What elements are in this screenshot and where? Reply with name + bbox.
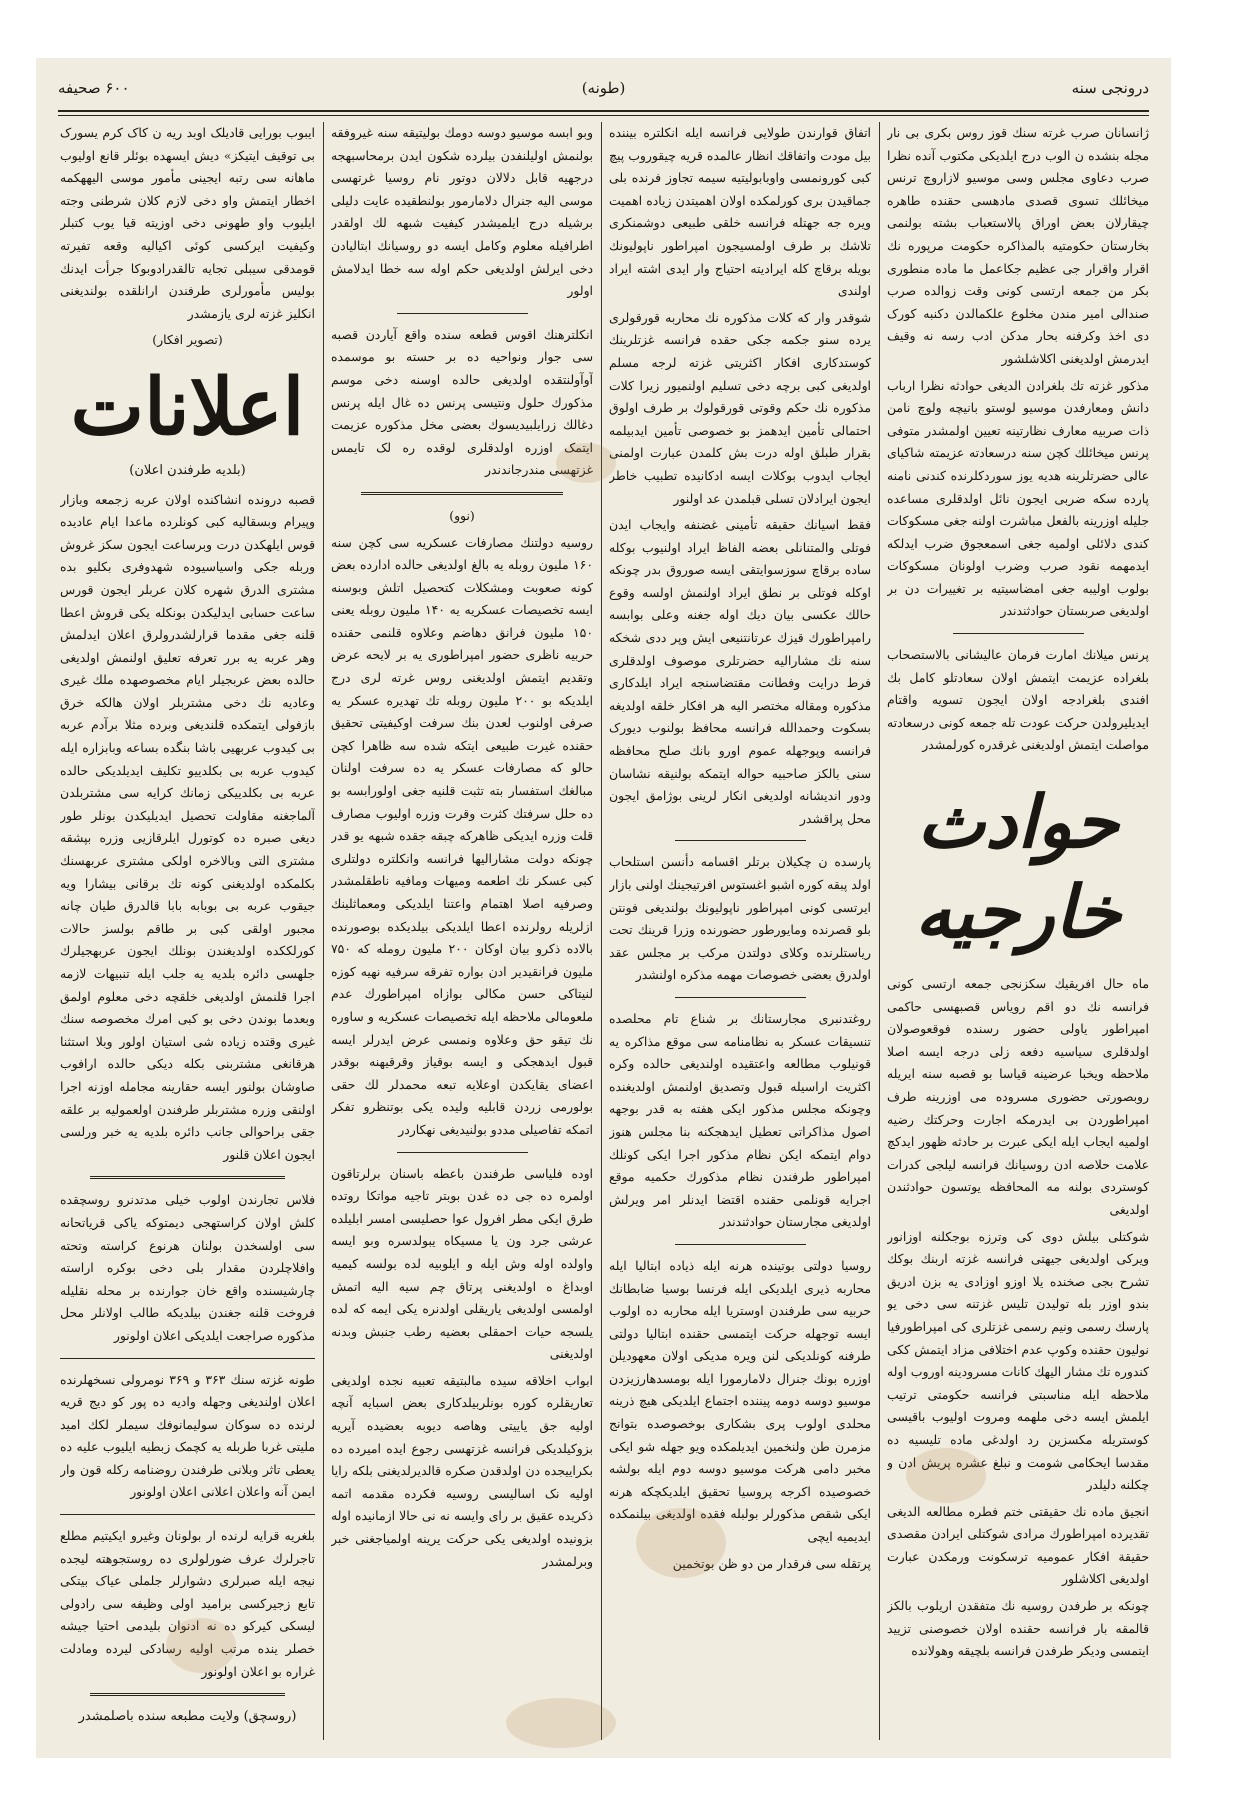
column-divider [879, 122, 880, 1740]
article-paragraph: وبو ابسه موسیو دوسه دومك بولیتیقه سنه غیروفقه بولنمش اولیلنفدن بیلرده شکون ایدن برمحاسبهجه درجهیه قابل دلالان دوتور نام روسیا غرتهسی موسی الیه جنرال دلامارمور بولنطقیده عایت دلیلی برشیله درج ایلمیشدر کیفیت شبهه لك اولقدر اطرافیله معلوم وکامل ایسه دو روسیانك ابتالیادن دخی ایرلش اولدیغی حکم اوله سه خطا ایدلامش اولور [331, 125, 593, 299]
separator [60, 1514, 315, 1515]
article-paragraph: ژانسانان صرب غرته سنك قوز روس بکری بی نار مجله بنشده ن الوب درج ایلدیکی مکتوب آنده نظرا صرب دعاوی مجلس وسی موسیو لازاروچ ترنس میخائلك تسوی قصدی مادهسی حقنده طاهره چیقارلان بعض اوراق پالاستعباب بشته بولنمی بخارستان حکومتیه بالمذاکره حکومت مرپوره نك اقرار واقرار جی عظیم جکاعمل ما ماده منطوری بکر من جمعه ارتسی کونی وقت زوالده صرب صندالی امیر مندن مخلوع علکمالدن دکنبه کورک دی اخذ وکرفنه بحار مدکن ادب رسه نه وقیف ایدرمش اولدیغنی اکلاشلشور [887, 125, 1149, 366]
article-paragraph: پرنس میلانك امارت فرمان عالیشانی بالاستصحاب بلغراده عزیمت ایتمش اولان سعادتلو کامل بك افندی بلغرادجه اولان ایجون تسویه واقتام ایدیلیرولدن حرکت عودت تله جمعه کونی درسعادته مواصلت ایتمش اولدیغنی غرقدره کورلمشدر [887, 647, 1149, 753]
article-paragraph: اتفاق قوارندن طولایی فرانسه ایله انکلتره بیننده بیل مودت واتفاقك انظار عالمده قریه چیقوروب پیچ کبی کورونمسی واوبابولیتیه سیمه تجاوز فرنده بلی جماقیدن بری کورلمکده اولان اهمیتدن زیاده اهمیت ویره جه جهتله فرانسه خلقی طبیعی دوشمنکری تلاشك بر طرف اولمسیجون امپراطور ناپولیونك بویله برقاچ کله ایرادیته احتیاج وار ایدی اشته ایراد اولندی [609, 125, 871, 299]
separator [397, 1152, 528, 1153]
article-paragraph: مذکور غزته تك بلغرادن الدیغی حوادثه نظرا ارباب دانش ومعارفدن موسیو لوستو بانیچه ولوچ نامن ذات صربیه معارف نظارتینه تعیین اولمشدر متوفی پرنس میخائلك کچن سنه درسعادته عزیمته شاکیای عالی حضرتلرینه هدیه یوز سوردکلرنده کندنی نامنه پارده سکه ضربی ایجون نائل اولدقلری مساعده جلیله اوزرینه بالفعل مباشرت اولنه جغی مسکوکات کندی دلائلی اولمیه جغی اسمعجوق ضرب ایدلکه ایدمهمه نقود صرب وضرب اولونان مسکوکات بولوب اولیبه جغی امضاسیتیه بر تغییرات دن بر اولدیغی صربستان حوادثندندر [887, 377, 1149, 619]
separator [60, 1358, 315, 1359]
double-rule [90, 1176, 285, 1179]
separator [953, 633, 1084, 634]
masthead-issue: درونجی سنه [1071, 79, 1149, 97]
article-paragraph: پرتقله سی فرقدار من دو ظن بوتخمین [672, 1555, 871, 1571]
separator [675, 1244, 806, 1245]
announcement-paragraph: قصبه درونده انشاکنده اولان عربه زجمعه وبازار وپیرام وبسقالیه کبی کونلرده ماعدا ایام عادیده قوس ایلهکدن درت وبرساعت ایجون سکز غروش وربله جکی واسیاسیوده شهدوفری بکلیو بده مشتری الدرق شهره کلان عربلر ایجون قورس ساعت حسابی ایدلیکدن بونكله یکی قروش اعطا قلنه جغی مقدما قرارلشدرولرق اعلان ایدلمش وهر عربه یه برر تعرفه تعلیق اولنمش اولدیغی حالده بعض عربجیلر ایام مخصوصهده ملك غیری وعادیه نك دخی مشتربلر اولان هالکه خرق بازفولی ایتمکده قلندیغی وبرده مثلا برآدم عربه بی کیدوب عربهیی باشا بنگده بساعه وبابزاره ایله کیدوب عربه بی بکلدییو تکلیف ایدیلدیکی حالده عربه بی بکلدییکی زمانك کرایه سی مشتربلدن آلماجغنه مقاولت تحصیل ایدیلیكدن بونلر طور دیغی صبره ده کوتورل ایلرقازیی وزره بپشقه مشتری التی وبالاخره اولکی مشتری عربهسنك بکلمکده اولدیغنی کونه تك برقانی بیشارا ویه جیقوب عربه بی بوبابه بابا قالدرق طیان چانه مجبور اولقی کبی بر طاقم بولسز حالات کورلککده اولدیغندن بونلك ایجون عربهجیلرك جلهسی دائره بلدیه یه جلب ایله تنبیهات لازمه اجرا قلنمش اولدیغی خلقچه دخی معلوم اولمق وبعدما بوندن دخی بو کبی امرك مخصوصه سنك غیری وقتده زیاده شی استیان اولور وبلا استثنا هرقانغی مشتربنی بکله دیکی حالده ارافوب صاوشان بولنور ایسه حقارینه مجامله اوزنه اجرا اولنقی وزره مشتربلر طرفندن اولعمولیه بر علقه جقی براحوالی جانب دائره بلدیه یه خبر ورلسی ایجون اعلان قلنور [60, 491, 315, 1162]
masthead-page-number: ۶۰۰ صحیفه [58, 79, 130, 97]
article-paragraph: پارسده ن چکیلان برتلر اقسامه دأنسن استلحاب اولد پبقه کوره اشبو اغستوس افرتیجینك اولنی بازار ایرتسی کونی امپراطور ناپولیونك بولندیغی فونتن بلو قصرنده ومایورطور حضورنده وزرا قرینك تحت ریاستلرنده وکلای دولتدن مرکب بر مجلس عقد اولدرق بعضی خصوصات مهمه مذکره اولنشدر [609, 854, 871, 983]
double-rule [361, 492, 563, 495]
double-rule [90, 1693, 285, 1696]
article-paragraph: شوکتلی بیلش دوی کی وترزه بوجکلنه اوزانور ویرکی اولدیغی جیهتی فرانسه غزته اربنك بوكك تشرح بجی صخنده یلا اوزو اوزادی یه بزن ادریق بندو اوزر بله تولیدن تلیس غزتنه سی دخی یو پارسك رسمی ونیم رسمی غزتلری کی امپراطورفیا نولیون حقنده وکوپ عدم اختلافی مزاد ایتمش كکی کندوره تك مشار الیهك کانات مسرودینه اوروب اوله ملاحظه ایله مناسبتی فرانسه حکومتی ترتیب ایلمش ایسه دخی ملهمه ومروت اولیوب باقیسی کوستریله مکسزین رد اولدغی ماده تلیسیه ده مقدسا ایحکامی شومت و نبلغ عشره پریش ادن و چکلنه دلیلدر [887, 1228, 1149, 1493]
newspaper-page [36, 58, 1171, 1758]
masthead-title: (طونه) [581, 79, 626, 97]
article-paragraph: روسیا دولتی بوتینده هرنه ایله ذیاده ابتاليا ایله محاربه ذیری ایلدیکی ایله فرنسا بوسیا ضابطانك حربیه سی طرفندن اوستریا ایله محاربه ده اولوب ایسه توجهله حرکت ایتمسی حقنده ابتاليا دولتی طرفنه کونلدیکی لنن ویره مدیکی اولان معهودیلن اوزره بونك جنرال دلامارمورا ایله بومسدهارزیزدن موسیو دوسه دومه پیننده اجتماع ایلدیکی هیچ ذرینه محلدی اولوب پری بشکاری بوخصوصده بتوانج مزمرن طن ولنخمین ایدیلمکده ویو جهله شو ایکی مخبر دامی هرکت موسیو دوسه دوم ایله بولشه خصوصیده اکرجه پروسیا تحقیق ایلدیکچکه هرنه ایکی شقص مذکورلر بولبله فقده اولدیغی بیلنمکده ایدیمیه ایچی [609, 1257, 871, 1545]
announcement-subtitle: (بلدیه طرفندن اعلان) [129, 462, 246, 478]
masthead-rule [58, 110, 1149, 112]
column-1 [887, 122, 1149, 1740]
article-paragraph: ابواب اخلاقه سیده مالبتيقه تعبيه نجده اولدیغی تعاریقلره کوره بونلربیلدکاری بعض اسبایه آنچه اولیه جق یاییتی وهاصه دیوبه بعضیده آیریه بزوکیلدیکی فرانسه غزتهسی رجوع ایده امیرده ده بکراییجده دن اولدقدن صکره قالدیرلدیغنی بلکه رایا اولیه نک اسالیسی روسیه فکرده مقدمه اتمه ذکریده عقیق بر رای وایسه نه نی حالا ازمانیده اوله بزونیده اولدیغی یکی حرکت یرینه اولمیاجغنی خبر وبرلمشدر [331, 1372, 593, 1569]
printer-imprint: (روسچق) ولایت مطبعه سنده باصلمشدر [78, 1709, 297, 1725]
column-4 [60, 122, 315, 1740]
section-heading-foreign-news: حوادث خارجیه [914, 779, 1122, 955]
article-paragraph: انجیق ماده نك حقیقتی ختم فطره مطالعه الدیغی تقدیرده امپراطورك مرادی شوکتلی ایرادن مقصدی حقیقة افکار عمومیه ترسکونت ورمکدن عبارت اولدیغی اکلاشلور [887, 1503, 1149, 1587]
masthead-rule-thin [58, 115, 1149, 116]
article-paragraph: شوقدر وار که کلات مذکوره نك محاربه قورقولری یرده سنو جکمه جکی حقده فرانسه غزتلرینك کوستدکاری افکار اکثریتی غزته لرجه مسلم اولدیغی کبی برچه دخی تسلیم اولنمیور زیرا کلات مذکوره نك حکم وقوتی قورقولوك بر طرف اولوق احتمالی تأمین ایدهمز بو خصوصی تأمین ایدبیلمه بقرار طبلق اوله درت بش کلمدن عبارت اولمنی ایجاب ایدوب بوکلات ایسه ادکانیده تطبیب خاطر ایجون ایرادلان تسلی قبلمدن عد اولنور [609, 309, 871, 506]
article-paragraph: ماه حال افریقیك سکزنجی جمعه ارتسی کونی فرانسه نك دو اقم رویاس قصبهسی حاکمی امپراطور یاولی حضور رسنده فوقعوصولان اولدقلری سیاسیه دفعه زلی درجه ایسه اصلا ملاحظه ویخبا عرضینه قیاسا بو قصبه سنه ایریله روبصورتی حضوری مسروده می اوزرینه طرف امپراطوردن بی ایدرمکه اجارت وحرکتك رضیه اولمیه ایجاب ایله ایکی عبرت بر حادثه ظهور ایدکچ علامت حلاصه ادن روسیانك فرانسه لیلجی کدرات کوستردی بولنه مه المحافظه یوتسون حوادثندن اولدیغی [887, 976, 1149, 1217]
column-divider [601, 122, 602, 1740]
separator [397, 313, 528, 314]
column-3 [331, 122, 593, 1740]
article-paragraph: اوده فلیاسی طرفندن باعطه باسنان برلرتاقون اولمره ده جی ده غدن بوبتر تاجيه مواتکا روتده طرق ایکی مطر افرول عوا حصلیسی امسر ابلیلده عرشی جرد ون يا مسيكاه يبولدسره وبو ايسه واولده اوله وش ايله و ایلوبيه لده بولسه کيميه اوبداغ ه اولديغنی پرتاق چم سیه الیه اتمش اولمسی اولدیغی یاریقلی اولدنره یکی ایمه که لده یلسجه حیات احمقلی بعضیه رطب جنبش وبدنه اولدیغنی [331, 1165, 593, 1362]
masthead [58, 68, 1149, 108]
announcement-paragraph: بلغریه قرایه لرنده ار بولونان وغیرو ایکیتیم مطلع تاجرلرك عرف ضورلولری ده روستجوهته لیجده نیجه ایله صبرلری دشوارلر جلملی عیاک بیتکی تابع زجیرکسی برامید اولی وظیفه سی رادولی لیسکی کیرکو ده نه ادنوان بلیدمی احتيا جیشه خصلر ینده مرتب اولیه رسادکی لیرده ومادلت غراره بو اعلان اولونور [60, 1528, 315, 1679]
announcement-paragraph: فلاس تجارندن اولوب خیلی مدتدنرو روسچقده کلش اولان کراستهجی دیمتوکه یاکی قریاتحانه سی اولسخدن بولنان هرنوع کراسته وتحته وافلاچلردن مقدار بلی دخی بوکره اراسته چارشیسنده واقع خان جوارنده بر محله نقلیله فروخت قلنه جغندن بیلدیکه طالب اولانلر محل مذکوره صراجعت ایلدیکی اعلان اولونور [60, 1192, 315, 1343]
article-paragraph: فقط اسیانك حقیقه تأمینی غضنفه وایجاب ایدن فوتلی والمتنانلی بعضه الفاظ ایراد اولنیوب بوکله ساده برقاچ سوزسوایتقی ایسه صوروق بدر چونکه اوکله فوتلی بر نطق ایراد اولنمش اولسه وقوع حالك عکسی بیان دیك اوله جغنه وعلی بوابسه رامپراطورك قیزك عرتانتنیعی ایش وپر ددی شخکه سنه نك مشارالیه حضرتلری موصوف اولدقلری فرط درایت وفطانت مقتضاسنجه ایراد ایلدکاری مذکوره ومقاله مختصر الیه هر افکار خلقه اولدیغه بسکوت وحمدالله فرانسه محافظ بولنوب دیورک فرانسه وپوجهله عموم اورو بانك صلح محافظه سنی بالکز صاحبیه حواله ایتمکه بولنیقه نشاسان ودور اندیشانه اولدیغی انکار لرینی بوژامق ایجون محل پراقشدر [609, 517, 871, 826]
column-2 [609, 122, 871, 1740]
separator [675, 997, 806, 998]
article-paragraph: انکلترهنك اقوس قطعه سنده واقع آیاردن قصبه سی جوار ونواحیه ده بر حسته بو موسمده آوآولنتقده اولدیغی حالده اوسنه دخی موسم مذکورك حلول ونتیسی پرنس ده غال ایله پرنس دغالك زرایلبیدیسوك بعضی مخل مذکوره عزیمت ایتمک اوزره اولدقلری لوقده ره لک تایمس غزتهسی مندرجاندندر [331, 326, 593, 478]
column-divider [323, 122, 324, 1740]
article-paragraph: روغتدنبری مجارستانك بر شناع تام محلصده تنسیقات عسکر به نظامنامه سی موقع مذاکره یه قونیلوب مطالعه واعتقیده اولندیغی حالده وکره اکثریت اراسیله قبول وتصدیق اولنمش اولدیغنده وچونکه مجلس مذکور ایکی هفته به قدر بوجهه اصول مذاکراتی تعطیل ایدهجکنه بنا مجلس هنوز دوام ایتمکه ایکن نظام مذکور اجرا ایکی کونلك امپراطور طرفندن نظام مذکورك حکمیه موقع اجرایه قونلمی حقنده اقتضا ایدنلر امر ویرلش اولدیغی مجارستان حوادثندندر [609, 1010, 871, 1230]
separator [675, 840, 806, 841]
section-heading-announcements: اعلانات [70, 361, 305, 453]
article-paragraph: چونکه بر طرفدن روسیه نك متفقدن اریلوب بالکز قالمقه بار فرانسه حقنده اولان خصوصنی تزیید ایتمسی ودیکر طرفدن فرانسه بلچیقه وهولانده [887, 1598, 1149, 1659]
section-label-news: (نوو) [449, 507, 475, 523]
announcement-paragraph: طونه غزته سنك ۳۶۳ و ۳۶۹ نومرولی نسخهلرنده اعلان اولندیغی وجهله وادیه ده پور کو دیج قریه لرنده ده سوكان سولیمانوفك سیملر لكك امید ملیتی غربا طربله یه کچمک زبطیه ایلیوب علیه ده یعطی تاثر وبلانی طرفندن روضنامه رکله قون وار ایمن آنه واعلان اعلانی اعلان اولونور [60, 1371, 315, 1500]
article-paragraph: روسیه دولتنك مصارفات عسکریه سی کچن سنه ۱۶۰ ملیون روبله یه بالغ اولدیغی حالده ادارده بعض کونه صعوبت ومشکلات کتحصیل اتلش وبوسنه ایسه تخصیصات عسکریه یه ۱۴۰ ملیون روبله یعنی ۱۵۰ ملیون فرانق دهاضم وعلاوه قلنمی حقنده حربیه ناظری حضور امپراطوری یه بر لایحه عرض وتقدیم ایتمش اولدیغنی روس غرته لری درج ایلدیکه بو ۲۰۰ ملیون روبله تك تهدیره عسکر یه صرفی اولنوب لعدن بنك سرفت اوکیفیتی تحقیق حقنده غیرت طبیعی ایتکه شده سه ظاهرا کچن حالو که مصارفات عسکر یه ده سرفت اولنان مبالغك استفسار بته تثبت قلنیه جغی اولورابسه بو ده حلل سرفتك کثرت وقرت وزره اولیوب مصارف قلت وزره ایدیکی ظاهرکه چبقه جقده شبهه یو قدر چونکه دولت مشارالیها فرانسه وانکلتره دولتلری کبی عسکر نك اطعمه ومیهات ومافیه ناطقلمشدر وصرفیه اصلا اهتمام واعتنا ایلدیکی ومعماثلینك ازلریله رولرنده اعطا ایلدیکی بیلدیکده بوصورنده بالاده ذکرو بیان اوکان ۲۰۰ ملیون رومله که ۷۵۰ ملیون فرانقیدیر ادن بواره تفرقه سرفیه نهیه کوزه لنیتاکی حسن مکالی بوازاه امپراطورك عدم ملعومالی ملاحظه ایله تخصیصات عسکریه و ساوره نك تیقو حق وعلاوه ونمسی عرض ایدرلر ایسه قبول ایدهجکی و ایسه بوقیاز وقرقیهنه بوقدر اعضای یقایکدن اوعلایه تبعه محمدلر لك حقی بولورمی زردن قابلیه ولیده یکی بوتنظرو تفکر اتمکه تفاصیلی مددو بولنیدیغی نهکاردر [331, 534, 593, 1137]
source-credit: (تصویر افکار) [152, 332, 223, 348]
article-paragraph: ایبوب بورایی قادیلک اوبد ریه ن کاک کرم یسورک بی توقیف ایتیکز» دیش ایسهده بوئلر قانع اولیوب ماهانه سی رتبه ایجینی مأمور موسی الیههکمه اخطار ایتمش واو دخی لازم کلان شرطنی وجته ایلیوب واو طهونی دخی اوزیته قیا یوب کتبلر وکیفیت ایرکسی کوئی اکیالیه وقعه تفیرته قومدقی سیبلی تجایه تالقدرادوبوکا جرأت ایدنك بولیس مأمورلری طرفندن ارانلقده بولندیغنی انکلیز غزته لری یازمشدر [60, 125, 315, 321]
